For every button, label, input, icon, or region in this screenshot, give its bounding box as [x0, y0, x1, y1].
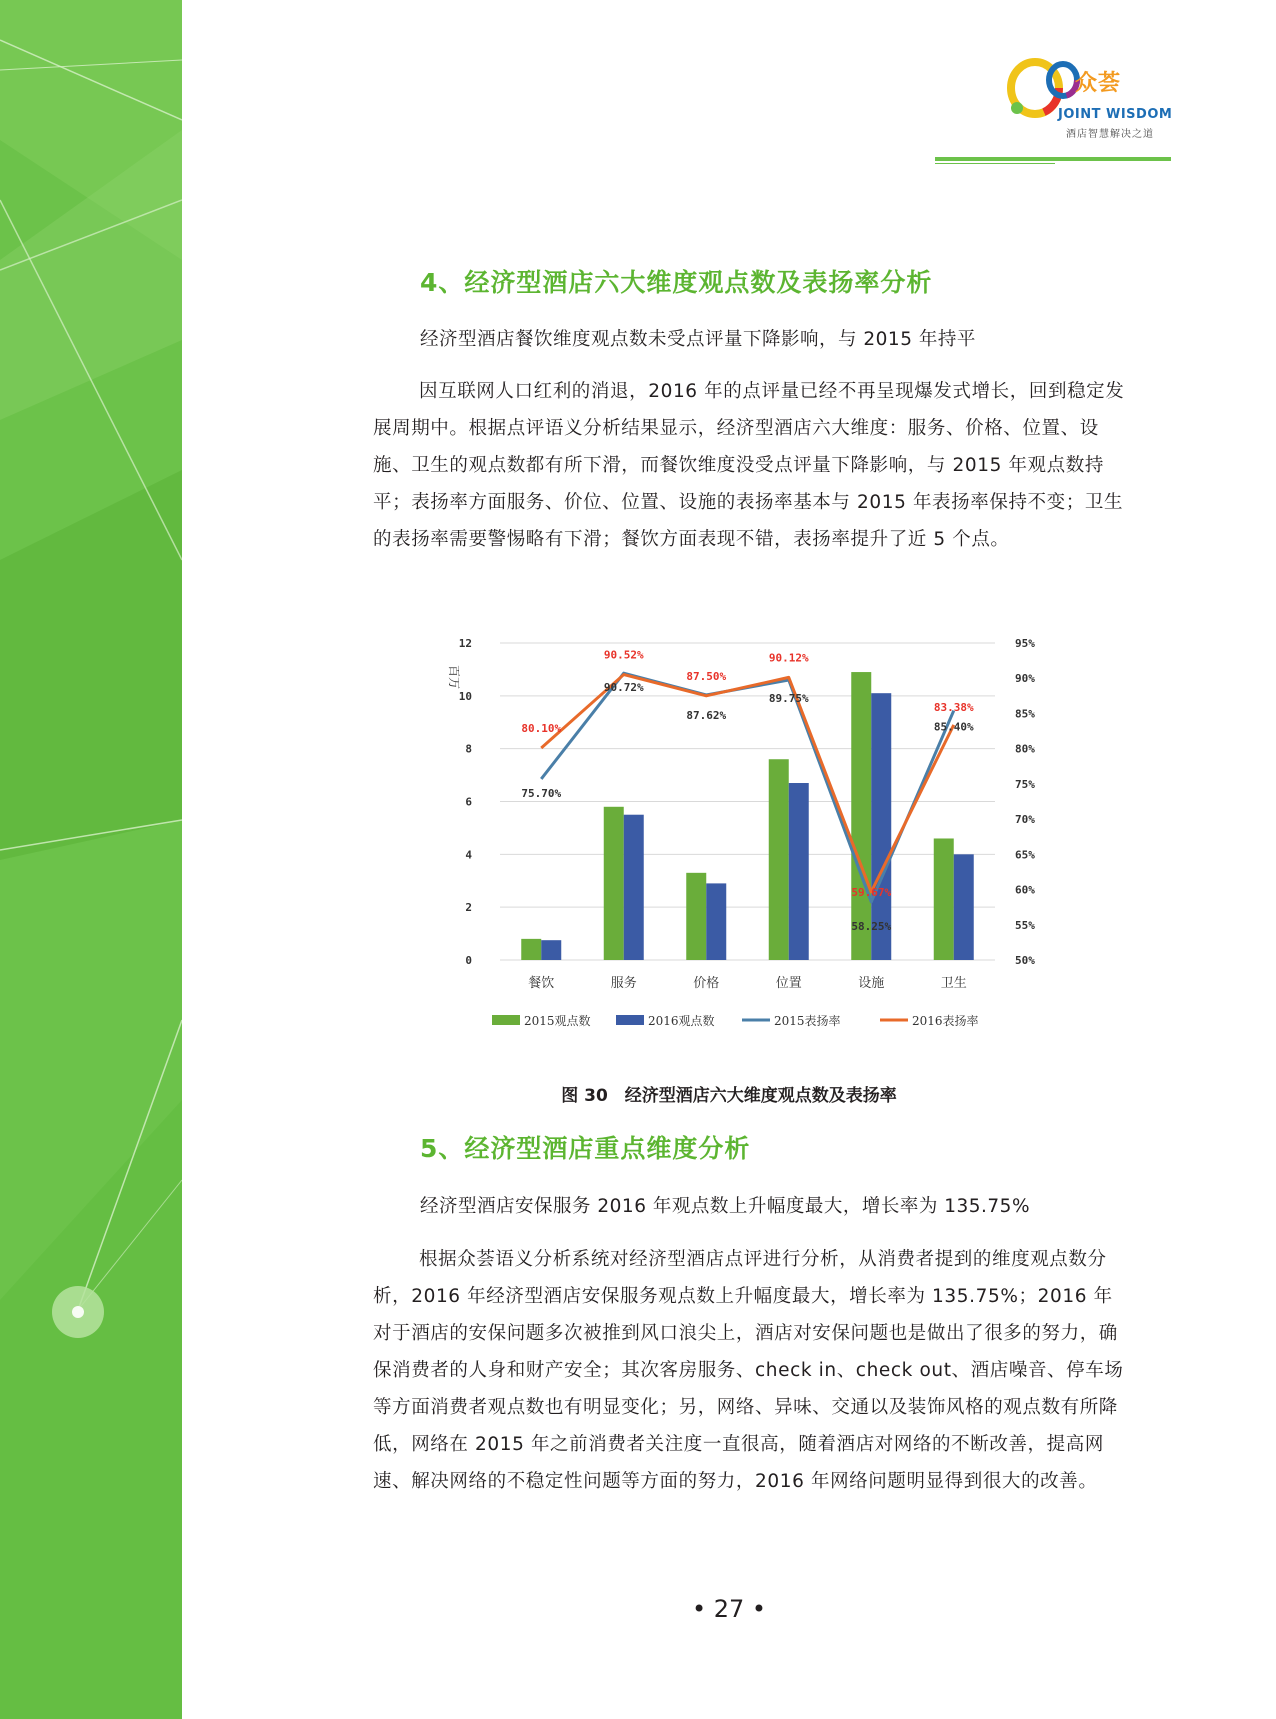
- section-4-body: 因互联网人口红利的消退，2016 年的点评量已经不再呈现爆发式增长，回到稳定发展周期中。根据点评语义分析结果显示，经济型酒店六大维度：服务、价格、位置、设施、卫生的观点数都有所下滑，而餐饮维度没受点评量下降影响，与 2015 年观点数持平；表扬率方面服务、价位、位置、设施的表扬率基本与 2015 年表扬率保持不变；卫生的表扬率需要警惕略有下滑；餐饮方面表现不错，表扬率提升了近 5 个点。: [373, 381, 1125, 550]
- header-rule-thin: [935, 163, 1055, 164]
- decorative-sidebar: [0, 0, 182, 1719]
- data-label-2015: 85.40%: [933, 720, 974, 734]
- bar-2015观点数: [686, 873, 706, 960]
- sidebar-pattern: [0, 0, 182, 1719]
- y2-tick-label: 70%: [1015, 813, 1035, 827]
- line-2016表扬率: [541, 675, 954, 892]
- data-label-2016: 87.50%: [686, 669, 727, 683]
- data-label-2015: 58.25%: [851, 919, 892, 933]
- y-tick-label: 8: [465, 742, 472, 756]
- legend-swatch: [616, 1015, 644, 1025]
- y2-tick-label: 90%: [1015, 672, 1035, 686]
- data-label-2015: 89.75%: [768, 691, 809, 705]
- y2-tick-label: 60%: [1015, 883, 1035, 897]
- x-tick-label: 服务: [610, 976, 637, 991]
- data-label-2015: 75.70%: [521, 786, 562, 800]
- bar-2016观点数: [624, 815, 644, 960]
- bar-2016观点数: [706, 883, 726, 960]
- legend-swatch: [492, 1015, 520, 1025]
- data-label-2016: 90.12%: [768, 651, 809, 665]
- y2-tick-label: 50%: [1015, 954, 1035, 967]
- chart: [420, 625, 1060, 1045]
- brand-tagline: 酒店智慧解决之道: [1066, 129, 1154, 140]
- x-tick-label: 餐饮: [528, 976, 555, 991]
- y2-tick-label: 85%: [1015, 707, 1035, 721]
- x-tick-label: 设施: [858, 976, 885, 991]
- legend-label: 2016观点数: [648, 1014, 715, 1028]
- y-tick-label: 0: [465, 954, 472, 967]
- legend-label: 2016表扬率: [912, 1014, 979, 1028]
- data-label-2015: 87.62%: [686, 708, 727, 722]
- x-tick-label: 位置: [775, 976, 802, 991]
- bar-2015观点数: [604, 807, 624, 960]
- brand-name-cn: 众荟: [1075, 71, 1122, 96]
- bar-2015观点数: [934, 838, 954, 960]
- y2-tick-label: 95%: [1015, 637, 1035, 650]
- section-5-body: 根据众荟语义分析系统对经济型酒店点评进行分析，从消费者提到的维度观点数分析，2016 年经济型酒店安保服务观点数上升幅度最大，增长率为 135.75%；2016 年对于酒店的安保问题多次被推到风口浪尖上，酒店对安保问题也是做出了很多的努力，确保消费者的人身和财产安全；其次客房服务、check in、check out、酒店噪音、停车场等方面消费者观点数也有明显变化；另，网络、异味、交通以及装饰风格的观点数有所降低，网络在 2015 年之前消费者关注度一直很高，随着酒店对网络的不断改善，提高网速、解决网络的不稳定性问题等方面的努力，2016 年网络问题明显得到很大的改善。: [373, 1249, 1124, 1492]
- section-5-lead: 经济型酒店安保服务 2016 年观点数上升幅度最大，增长率为 135.75%: [420, 1196, 1031, 1217]
- bar-2016观点数: [541, 940, 561, 960]
- y-tick-label: 12: [458, 637, 472, 650]
- data-label-2015: 90.72%: [603, 681, 644, 695]
- y2-tick-label: 75%: [1015, 777, 1035, 791]
- y2-tick-label: 55%: [1015, 918, 1035, 932]
- y-tick-label: 4: [465, 848, 472, 862]
- section-4-lead: 经济型酒店餐饮维度观点数未受点评量下降影响，与 2015 年持平: [420, 329, 976, 350]
- chart-container: [420, 625, 1060, 1045]
- y-tick-label: 6: [465, 795, 472, 809]
- data-label-2016: 59.67%: [851, 885, 892, 899]
- y-tick-label: 10: [458, 689, 472, 703]
- y-tick-label: 2: [465, 901, 472, 915]
- page-number: • 27 •: [691, 1595, 767, 1623]
- data-label-2016: 83.38%: [933, 700, 974, 714]
- bar-2016观点数: [789, 783, 809, 960]
- y2-tick-label: 65%: [1015, 848, 1035, 862]
- data-label-2016: 90.52%: [603, 648, 644, 662]
- y-axis-label: 百万: [447, 665, 461, 690]
- x-tick-label: 价格: [693, 976, 720, 991]
- legend-label: 2015观点数: [524, 1014, 591, 1028]
- line-2015表扬率: [541, 673, 954, 902]
- figure-caption: 图 30 经济型酒店六大维度观点数及表扬率: [561, 1086, 897, 1106]
- section-5-title: 5、经济型酒店重点维度分析: [420, 1134, 751, 1163]
- bar-2015观点数: [769, 759, 789, 960]
- legend-label: 2015表扬率: [774, 1014, 841, 1028]
- section-4-title: 4、经济型酒店六大维度观点数及表扬率分析: [420, 268, 933, 297]
- data-label-2016: 80.10%: [521, 721, 562, 735]
- bar-2016观点数: [954, 854, 974, 960]
- x-tick-label: 卫生: [940, 976, 967, 991]
- header-rule: [935, 157, 1171, 161]
- brand-name-en: JOINT WISDOM: [1058, 107, 1173, 122]
- bar-2015观点数: [851, 672, 871, 960]
- bar-2015观点数: [521, 939, 541, 960]
- y2-tick-label: 80%: [1015, 742, 1035, 756]
